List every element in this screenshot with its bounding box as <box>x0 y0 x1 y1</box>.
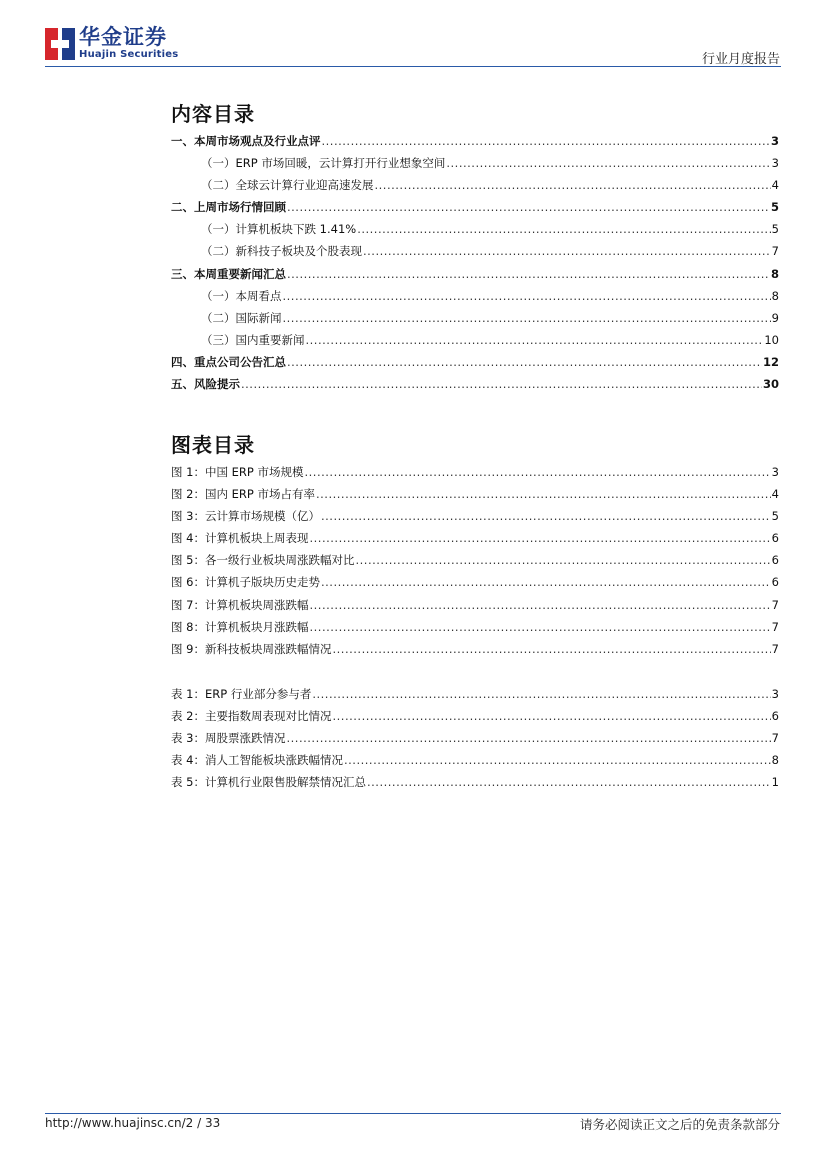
toc-entry[interactable] <box>171 641 779 663</box>
toc-entry-page: 7 <box>771 641 779 656</box>
toc-entry-page: 7 <box>771 731 779 746</box>
toc-leader-dots <box>309 531 770 545</box>
toc-entry[interactable] <box>171 686 779 708</box>
toc-entry-page: 3 <box>771 687 779 701</box>
toc-entry-title: 图 5：各一级行业板块周涨跌幅对比 <box>171 553 355 568</box>
toc-entry-title: 表 5：计算机行业限售股解禁情况汇总 <box>171 775 366 790</box>
toc-entry[interactable] <box>171 310 779 332</box>
toc-entry[interactable] <box>171 486 779 508</box>
logo-cn-text: 华金证券 <box>79 25 167 49</box>
toc-leader-dots <box>332 642 770 656</box>
toc-leader-dots <box>332 709 770 723</box>
toc-entry-title: 图 4：计算机板块上周表现 <box>171 531 309 546</box>
toc-entry[interactable] <box>171 597 779 619</box>
toc-entry-title: 表 2：主要指数周表现对比情况 <box>171 709 332 724</box>
toc-leader-dots <box>287 267 770 281</box>
toc-entry-page: 7 <box>771 619 779 634</box>
contents-list <box>171 133 779 398</box>
toc-leader-dots <box>287 355 762 369</box>
toc-entry[interactable] <box>171 774 779 796</box>
toc-leader-dots <box>309 620 770 634</box>
toc-entry-page: 5 <box>771 222 779 237</box>
toc-entry-page: 7 <box>771 244 779 259</box>
header-divider <box>45 66 781 67</box>
toc-entry-title: 一、本周市场观点及行业点评 <box>171 134 321 148</box>
toc-leader-dots <box>446 156 770 170</box>
toc-entry[interactable] <box>171 708 779 730</box>
toc-entry[interactable] <box>171 730 779 752</box>
toc-entry-title: 图 9：新科技板块周涨跌幅情况 <box>171 641 332 656</box>
figures-list <box>171 464 779 663</box>
toc-leader-dots <box>283 289 771 303</box>
toc-entry-page: 8 <box>771 288 779 303</box>
toc-entry-title: 图 6：计算机子版块历史走势 <box>171 575 320 590</box>
toc-entry-page: 5 <box>771 509 779 524</box>
toc-entry-title: 图 3：云计算市场规模（亿） <box>171 509 320 524</box>
toc-entry[interactable] <box>171 552 779 574</box>
footer-url-page: http://www.huajinsc.cn/2 / 33 <box>45 1116 221 1130</box>
toc-entry[interactable] <box>171 530 779 552</box>
toc-entry-page: 30 <box>762 377 779 392</box>
toc-entry[interactable] <box>171 508 779 530</box>
toc-entry-title: （一）ERP 市场回暖，云计算打开行业想象空间 <box>201 156 446 171</box>
toc-entry-title: 图 7：计算机板块周涨跌幅 <box>171 597 309 612</box>
toc-entry-title: （三）国内重要新闻 <box>201 332 305 347</box>
toc-entry-title: 四、重点公司公告汇总 <box>171 354 286 369</box>
toc-entry[interactable] <box>171 266 779 288</box>
toc-entry[interactable] <box>171 574 779 596</box>
toc-entry-page: 8 <box>770 266 779 281</box>
toc-leader-dots <box>312 687 770 701</box>
toc-entry-page: 6 <box>771 575 779 590</box>
toc-leader-dots <box>355 553 770 567</box>
toc-entry[interactable] <box>171 288 779 310</box>
toc-entry-title: 三、本周重要新闻汇总 <box>171 266 286 281</box>
toc-entry[interactable] <box>171 199 779 221</box>
toc-entry[interactable] <box>171 155 779 177</box>
toc-leader-dots <box>316 487 771 501</box>
toc-entry[interactable] <box>171 464 779 486</box>
toc-entry-page: 12 <box>762 354 779 369</box>
contents-title: 内容目录 <box>171 102 255 126</box>
report-type: 行业月度报告 <box>701 52 780 67</box>
toc-entry-page: 5 <box>770 200 779 215</box>
toc-entry-title: 图 2：国内 ERP 市场占有率 <box>171 487 315 502</box>
toc-entry[interactable] <box>171 354 779 376</box>
toc-entry-page: 10 <box>764 332 779 347</box>
toc-leader-dots <box>304 465 770 479</box>
toc-leader-dots <box>241 377 762 391</box>
toc-leader-dots <box>322 134 770 148</box>
toc-leader-dots <box>344 753 771 767</box>
footer-disclaimer: 请务必阅读正文之后的免责条款部分 <box>579 1117 780 1132</box>
toc-entry-title: 图 1：中国 ERP 市场规模 <box>171 465 304 479</box>
toc-entry-page: 4 <box>771 178 779 193</box>
company-logo <box>45 27 178 60</box>
toc-entry-title: （一）计算机板块下跌 1.41% <box>201 222 357 237</box>
toc-leader-dots <box>321 509 771 523</box>
toc-entry-title: 图 8：计算机板块月涨跌幅 <box>171 619 309 634</box>
toc-leader-dots <box>306 333 764 347</box>
toc-entry[interactable] <box>171 332 779 354</box>
tables-list <box>171 686 779 796</box>
toc-leader-dots <box>357 222 770 236</box>
toc-entry[interactable] <box>171 177 779 199</box>
toc-entry-page: 6 <box>771 709 779 724</box>
toc-entry-title: （二）新科技子板块及个股表现 <box>201 244 362 259</box>
toc-leader-dots <box>283 311 771 325</box>
toc-leader-dots <box>321 575 771 589</box>
toc-entry[interactable] <box>171 376 779 398</box>
toc-entry-page: 1 <box>771 775 779 790</box>
toc-entry-page: 4 <box>771 487 779 502</box>
toc-entry-title: 表 3：周股票涨跌情况 <box>171 731 286 746</box>
toc-entry[interactable] <box>171 133 779 155</box>
toc-entry-page: 3 <box>771 465 779 479</box>
toc-entry-page: 7 <box>771 597 779 612</box>
toc-entry-title: 表 1：ERP 行业部分参与者 <box>171 687 312 701</box>
toc-entry-title: （二）全球云计算行业迎高速发展 <box>201 178 374 193</box>
toc-entry-page: 3 <box>771 156 779 171</box>
toc-entry-title: 表 4：消人工智能板块涨跌幅情况 <box>171 753 343 768</box>
huajin-logo-icon <box>45 28 75 60</box>
toc-entry-page: 3 <box>770 134 779 148</box>
toc-entry[interactable] <box>171 619 779 641</box>
toc-leader-dots <box>286 731 770 745</box>
toc-leader-dots <box>309 598 770 612</box>
toc-leader-dots <box>367 775 771 789</box>
toc-leader-dots <box>375 178 771 192</box>
toc-entry[interactable] <box>171 752 779 774</box>
toc-entry-page: 6 <box>771 553 779 568</box>
toc-entry-page: 9 <box>771 310 779 325</box>
toc-entry[interactable] <box>171 221 779 243</box>
toc-entry-title: 二、上周市场行情回顾 <box>171 200 286 215</box>
toc-entry-title: （二）国际新闻 <box>201 310 282 325</box>
toc-entry-title: （一）本周看点 <box>201 288 282 303</box>
toc-entry-page: 8 <box>771 753 779 768</box>
toc-leader-dots <box>287 200 770 214</box>
logo-en-text: Huajin Securities <box>79 49 179 60</box>
footer-divider <box>45 1113 781 1114</box>
figures-title: 图表目录 <box>171 433 255 457</box>
toc-leader-dots <box>363 244 771 258</box>
toc-entry-title: 五、风险提示 <box>171 377 240 392</box>
page-header <box>0 0 827 70</box>
toc-entry-page: 6 <box>771 531 779 546</box>
toc-entry[interactable] <box>171 243 779 265</box>
